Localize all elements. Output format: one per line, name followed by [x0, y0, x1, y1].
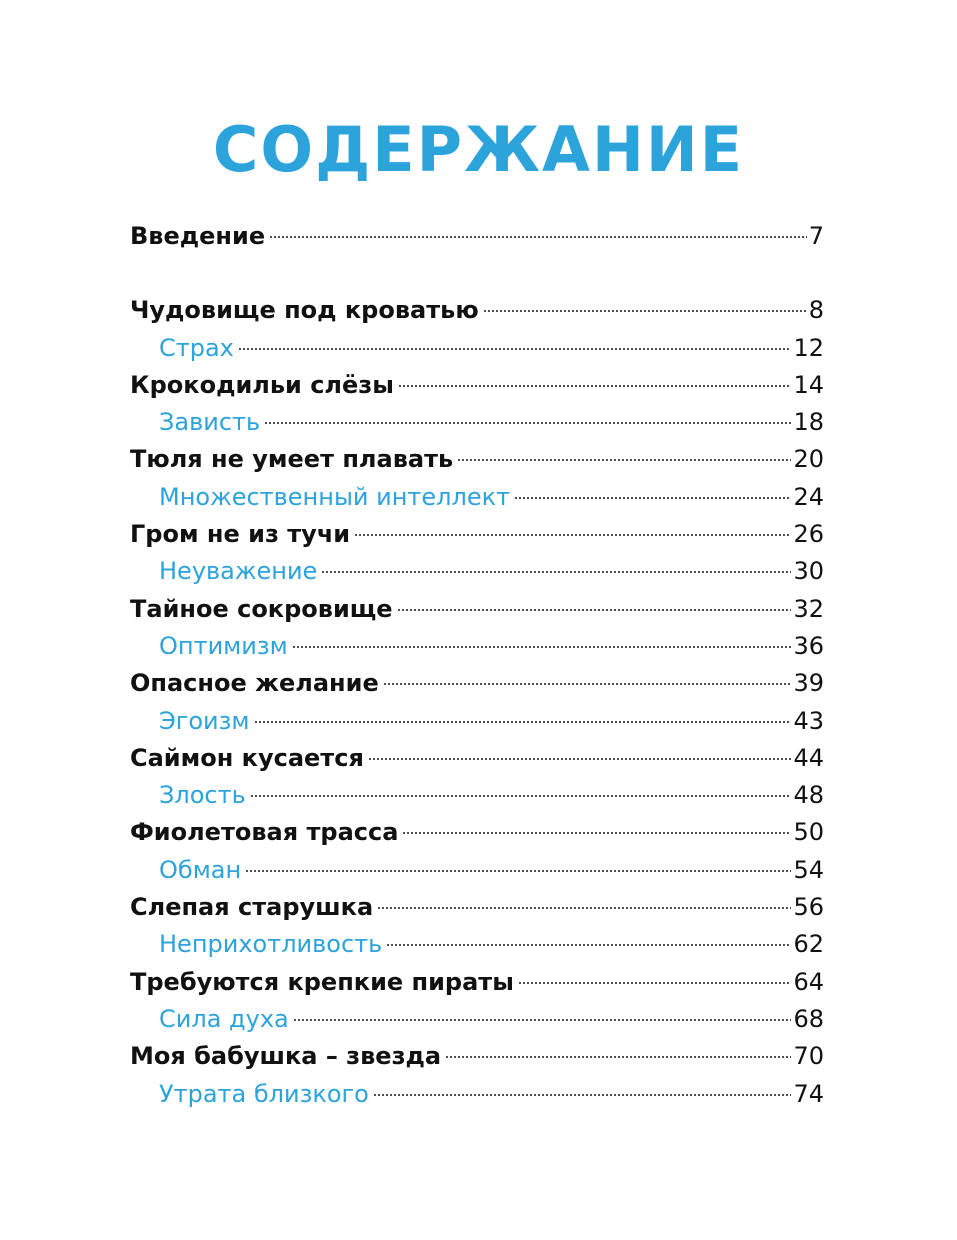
toc-page-number: 18: [793, 408, 824, 437]
dot-leader: [457, 459, 791, 461]
toc-chapter-label: Опасное желание: [130, 669, 379, 698]
toc-chapter-label: Фиолетовая трасса: [130, 818, 399, 847]
toc-topic[interactable]: [130, 404, 824, 441]
toc-topic[interactable]: [130, 777, 824, 814]
toc-entry-intro[interactable]: [130, 218, 824, 255]
toc-page-number: 62: [793, 930, 824, 959]
toc-chapter-label: Требуются крепкие пираты: [130, 967, 514, 996]
toc-chapter-label: Саймон кусается: [130, 743, 364, 772]
toc-page-number: 26: [793, 520, 824, 549]
toc-entry-label: Введение: [130, 222, 266, 250]
page-title: СОДЕРЖАНИЕ: [212, 113, 745, 186]
toc-page-number: 44: [793, 743, 824, 772]
toc-topic[interactable]: [130, 553, 824, 590]
toc-page-number: 36: [793, 631, 824, 660]
toc-page-number: 24: [793, 482, 824, 511]
dot-leader: [292, 646, 792, 648]
toc-page-number: 20: [793, 445, 824, 474]
toc-topic-label: Утрата близкого: [159, 1079, 369, 1108]
dot-leader: [373, 1094, 792, 1096]
toc-topic-label: Страх: [159, 333, 234, 362]
toc-chapter[interactable]: [130, 665, 824, 702]
toc-topic[interactable]: [130, 628, 824, 665]
toc-page-number: 14: [793, 370, 824, 399]
toc-topic-label: Зависть: [159, 408, 261, 437]
dot-leader: [398, 385, 792, 387]
toc-topic[interactable]: [130, 852, 824, 889]
toc-chapter[interactable]: [130, 516, 824, 553]
toc-chapter[interactable]: [130, 740, 824, 777]
toc-chapter[interactable]: [130, 367, 824, 404]
toc-topic-label: Злость: [159, 781, 246, 810]
toc-chapter[interactable]: [130, 964, 824, 1001]
dot-leader: [250, 795, 792, 797]
toc-topic[interactable]: [130, 330, 824, 367]
dot-leader: [293, 1019, 792, 1021]
toc-topic-label: Множественный интеллект: [159, 482, 511, 511]
dot-leader: [254, 721, 792, 723]
toc-chapter[interactable]: [130, 292, 824, 329]
toc-page-number: 68: [793, 1004, 824, 1033]
toc-chapter[interactable]: [130, 591, 824, 628]
toc-chapter-label: Чудовище под кроватью: [130, 296, 479, 325]
toc-chapter[interactable]: [130, 814, 824, 851]
dot-leader: [386, 944, 791, 946]
toc-chapter[interactable]: [130, 1038, 824, 1075]
dot-leader: [238, 348, 792, 350]
toc-topic-label: Сила духа: [159, 1004, 289, 1033]
dot-leader: [397, 609, 792, 611]
table-of-contents: [130, 218, 824, 1113]
toc-page-number: 39: [793, 669, 824, 698]
toc-page-number: 56: [793, 893, 824, 922]
dot-leader: [518, 982, 792, 984]
toc-page-number: 74: [793, 1079, 824, 1108]
dot-leader: [321, 571, 791, 573]
toc-chapter-label: Крокодильи слёзы: [130, 370, 394, 399]
toc-chapter-label: Тайное сокровище: [130, 594, 393, 623]
dot-leader: [377, 907, 791, 909]
dot-leader: [402, 832, 791, 834]
toc-topic[interactable]: [130, 1076, 824, 1113]
dot-leader: [245, 870, 791, 872]
dot-leader: [383, 683, 792, 685]
toc-page-number: 32: [793, 594, 824, 623]
toc-page-number: 43: [793, 706, 824, 735]
toc-topic-label: Эгоизм: [159, 706, 250, 735]
dot-leader: [514, 497, 791, 499]
toc-page-number: 48: [793, 781, 824, 810]
toc-page-number: 8: [808, 296, 824, 325]
toc-chapter-label: Моя бабушка – звезда: [130, 1042, 442, 1071]
dot-leader: [483, 310, 807, 312]
toc-page-number: 50: [793, 818, 824, 847]
dot-leader: [445, 1056, 791, 1058]
toc-chapter-label: Слепая старушка: [130, 893, 374, 922]
toc-topic[interactable]: [130, 1001, 824, 1038]
dot-leader: [269, 236, 807, 238]
toc-topic-label: Неприхотливость: [159, 930, 383, 959]
toc-page-number: 12: [793, 333, 824, 362]
toc-chapter[interactable]: [130, 441, 824, 478]
toc-topic[interactable]: [130, 926, 824, 963]
toc-chapter[interactable]: [130, 889, 824, 926]
toc-topic-label: Обман: [159, 855, 242, 884]
toc-chapter-label: Тюля не умеет плавать: [130, 445, 454, 474]
toc-page-number: 7: [808, 222, 824, 250]
toc-chapter-label: Гром не из тучи: [130, 520, 351, 549]
toc-topic[interactable]: [130, 479, 824, 516]
toc-topic-label: Неуважение: [159, 557, 318, 586]
dot-leader: [264, 422, 791, 424]
toc-page-number: 30: [793, 557, 824, 586]
toc-page-number: 54: [793, 855, 824, 884]
toc-topic[interactable]: [130, 703, 824, 740]
toc-page-number: 64: [793, 967, 824, 996]
toc-page-number: 70: [793, 1042, 824, 1071]
toc-topic-label: Оптимизм: [159, 631, 288, 660]
dot-leader: [354, 534, 791, 536]
dot-leader: [368, 758, 792, 760]
